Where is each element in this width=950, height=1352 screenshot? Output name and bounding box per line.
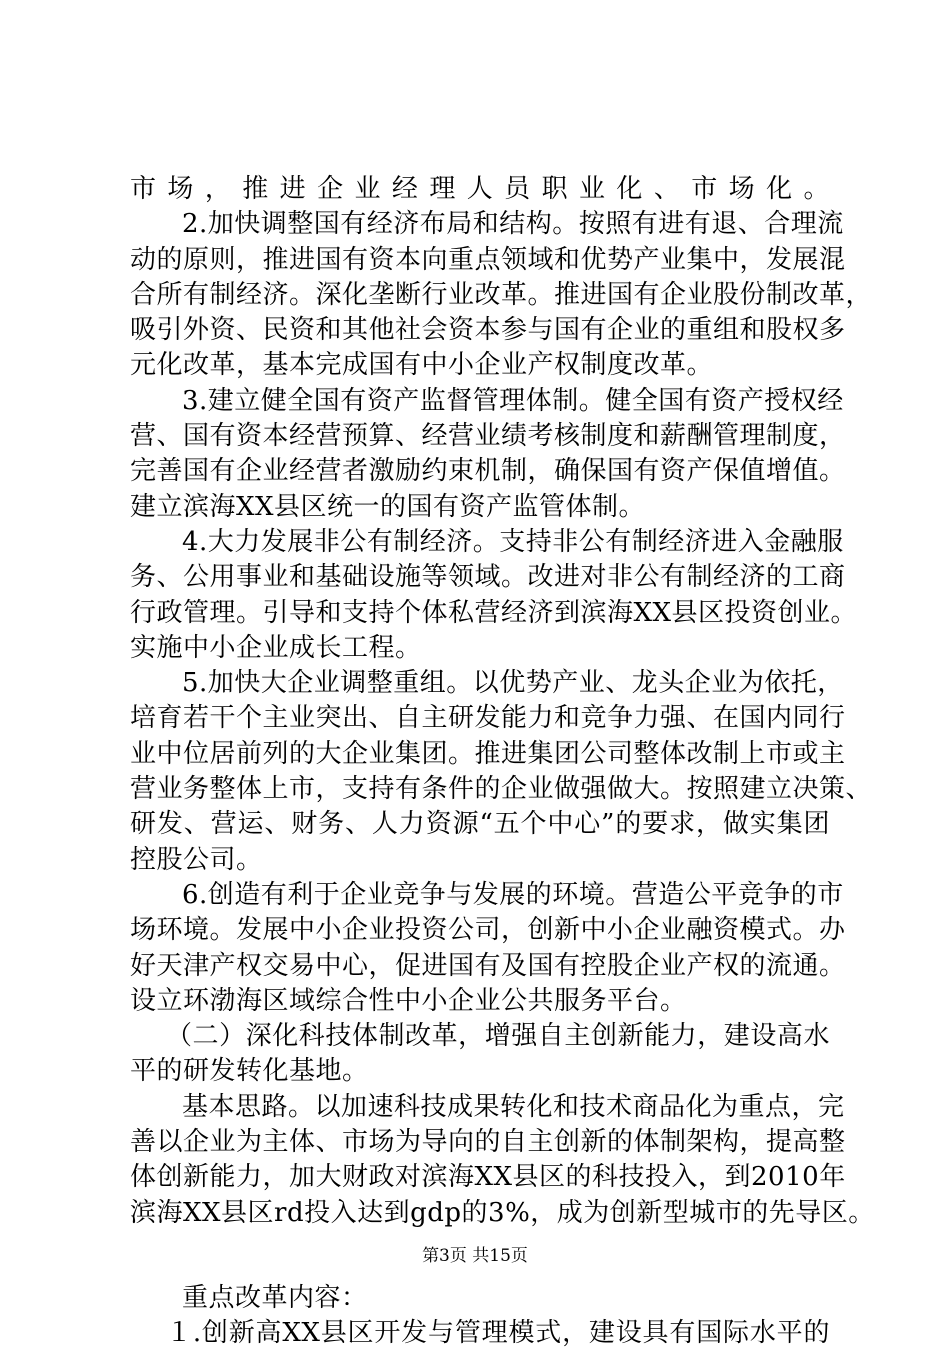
section-heading-line: 平的研发转化基地。 [130,1056,369,1087]
text-line: 建立滨海XX县区统一的国有资产监管体制。 [130,491,646,522]
text-line: 元化改革，基本完成国有中小企业产权制度改革。 [130,350,714,381]
text-line: 业中位居前列的大企业集团。推进集团公司整体改制上市或主 [130,738,846,769]
text-line: 好天津产权交易中心，促进国有及国有控股企业产权的流通。 [130,950,846,981]
text-line: 实施中小企业成长工程。 [130,632,422,663]
text-line: 场环境。发展中小企业投资公司，创新中小企业融资模式。办 [130,915,846,946]
text-line: 基本思路。以加速科技成果转化和技术商品化为重点，完 [182,1091,845,1122]
text-line: 控股公司。 [130,844,263,875]
text-line: 3.建立健全国有资产监督管理体制。健全国有资产授权经 [182,385,844,416]
text-line: 6.创造有利于企业竞争与发展的环境。营造公平竞争的市 [182,879,844,910]
text-line: １.创新高XX县区开发与管理模式，建设具有国际水平的 [166,1318,830,1349]
subheading-line: 重点改革内容： [182,1282,368,1313]
text-line: 合所有制经济。深化垄断行业改革。推进国有企业股份制改革， [130,279,873,310]
text-line: 务、公用事业和基础设施等领域。改进对非公有制经济的工商 [130,562,846,593]
text-line: 研发、营运、财务、人力资源“五个中心”的要求，做实集团 [130,809,830,840]
text-line: 5.加快大企业调整重组。以优势产业、龙头企业为依托， [182,668,844,699]
text-line: 营、国有资本经营预算、经营业绩考核制度和薪酬管理制度， [130,421,846,452]
text-line: 营业务整体上市，支持有条件的企业做强做大。按照建立决策、 [130,774,873,805]
text-line: 设立环渤海区域综合性中小企业公共服务平台。 [130,985,687,1016]
section-heading-line: （二）深化科技体制改革，增强自主创新能力，建设高水 [166,1021,830,1052]
text-line: 4.大力发展非公有制经济。支持非公有制经济进入金融服 [182,526,844,557]
page-number-footer: 第3页 共15页 [422,1246,528,1266]
document-body [130,172,875,1352]
text-line: 善以企业为主体、市场为导向的自主创新的体制架构，提高整 [130,1127,846,1158]
text-line: 完善国有企业经营者激励约束机制，确保国有资产保值增值。 [130,456,846,487]
text-line: 市场，推进企业经理人员职业化、市场化。 [130,174,830,204]
text-line: 动的原则，推进国有资本向重点领域和优势产业集中，发展混 [130,244,846,275]
text-line: 吸引外资、民资和其他社会资本参与国有企业的重组和股权多 [130,315,846,346]
text-line: 体创新能力，加大财政对滨海XX县区的科技投入，到2010年 [130,1162,846,1193]
text-line: 2.加快调整国有经济布局和结构。按照有进有退、合理流 [182,209,844,240]
text-line: 行政管理。引导和支持个体私营经济到滨海XX县区投资创业。 [130,597,858,628]
text-line: 滨海XX县区rd投入达到gdp的3%，成为创新型城市的先导区。 [130,1197,875,1228]
text-line: 培育若干个主业突出、自主研发能力和竞争力强、在国内同行 [130,703,846,734]
